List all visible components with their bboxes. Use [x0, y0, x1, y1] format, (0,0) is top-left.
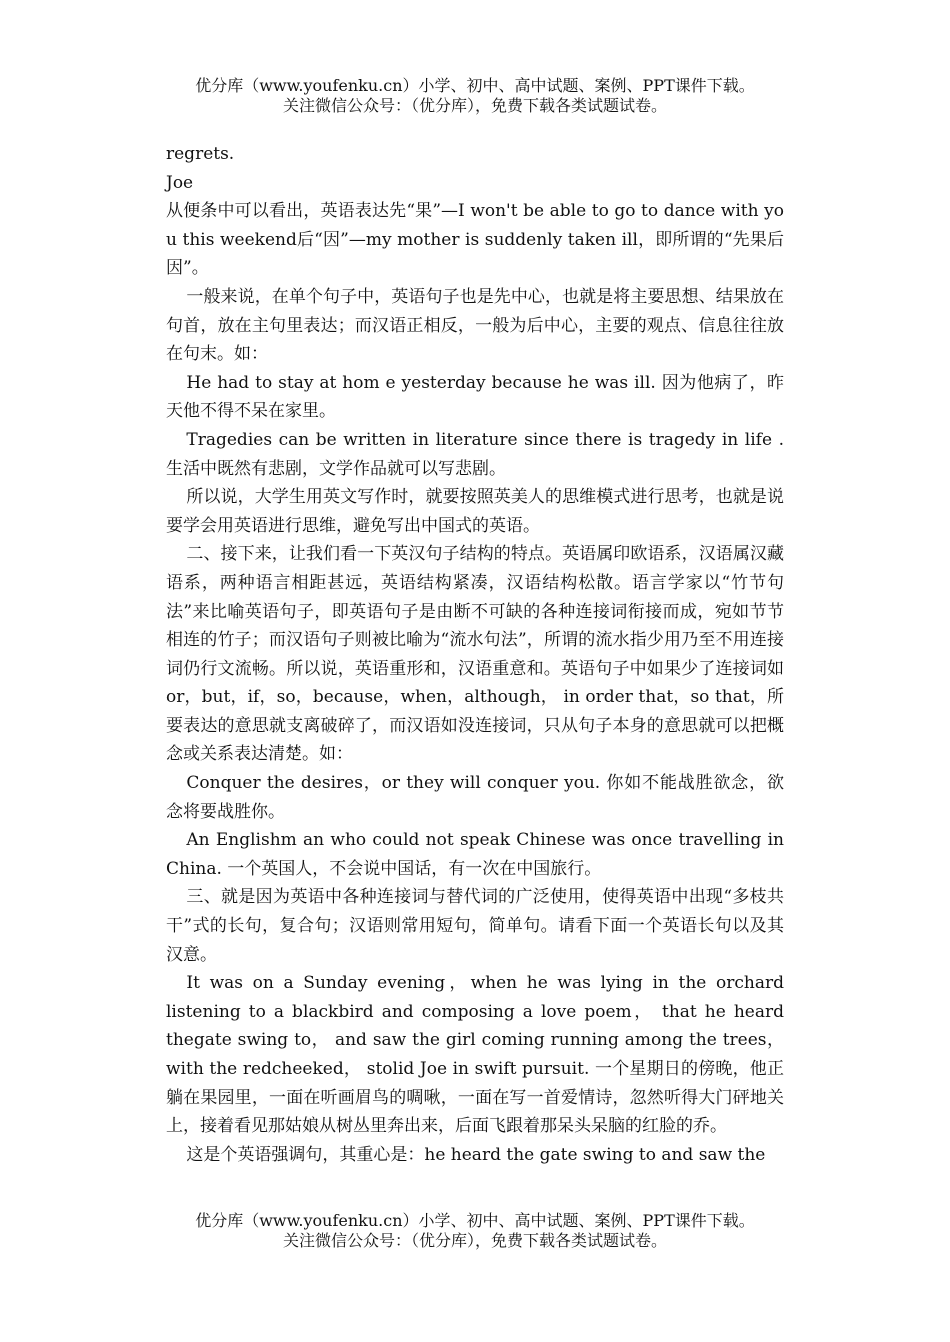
header-line-2: 关注微信公众号：（优分库），免费下载各类试题试卷。 [282, 96, 667, 115]
paragraph-example-tragedy: Tragedies can be written in literature since there is tragedy in life . 生活中既然有悲剧，文学作品就可以写悲剧。 [166, 429, 784, 479]
paragraph-long-sentence: It was on a Sunday evening，when he was lying in the orchard listening to a blackbird and composing a love poem， that he heard thegate swing to， and saw the girl coming running among the trees，with the redcheeked， stolid Joe in swift pursuit. 一个星期日的傍晚，他正躺在果园里，一面在听画眉鸟的啁啾，一面在写一首爱情诗，忽然听得大门砰地关上，接着看见那姑娘从树丛里奔出来，后面飞跟着那呆头呆脑的红脸的乔。 [166, 973, 784, 1137]
paragraph-example-englishman: An Englishm an who could not speak Chinese was once travelling in China. 一个英国人，不会说中国话，有一次在中国旅行。 [166, 830, 784, 879]
footer-line-2: 关注微信公众号：（优分库），免费下载各类试题试卷。 [282, 1231, 667, 1250]
paragraph-signature: Joe [166, 172, 194, 193]
page-footer [0, 1211, 950, 1251]
paragraph-section-two: 二、接下来，让我们看一下英汉句子结构的特点。英语属印欧语系，汉语属汉藏语系，两种语言相距甚远，英语结构紧凑，汉语结构松散。语言学家以“竹节句法”来比喻英语句子，即英语句子是由断不可缺的各种连接词衔接而成，宛如节节相连的竹子；而汉语句子则被比喻为“流水句法”，所谓的流水指少用乃至不用连接词仍行文流畅。所以说，英语重形和，汉语重意和。英语句子中如果少了连接词如or，but，if，so，because，when，although， in order that，so that，所要表达的意思就支离破碎了，而汉语如没连接词，只从句子本身的意思就可以把概念或关系表达清楚。如： [166, 544, 784, 765]
paragraph-sentence-focus: 一般来说，在单个句子中，英语句子也是先中心，也就是将主要思想、结果放在句首，放在主句里表达；而汉语正相反，一般为后中心，主要的观点、信息往往放在句末。如： [166, 286, 784, 365]
paragraph-thinking: 所以说，大学生用英文写作时，就要按照英美人的思维模式进行思考，也就是说要学会用英语进行思维，避免写出中国式的英语。 [166, 487, 784, 536]
header-line-1: 优分库（www.youfenku.cn）小学、初中、高中试题、案例、PPT课件下载。 [195, 76, 755, 95]
footer-line-1: 优分库（www.youfenku.cn）小学、初中、高中试题、案例、PPT课件下载。 [195, 1211, 755, 1230]
paragraph-note-analysis: 从便条中可以看出，英语表达先“果”—I won't be able to go to dance with you this weekend后“因”—my mother is suddenly taken ill，即所谓的“先果后因”。 [166, 201, 784, 279]
page-header [0, 76, 950, 116]
document-body [166, 140, 784, 1169]
paragraph-regrets: regrets. [166, 144, 235, 164]
paragraph-emphasis: 这是个英语强调句，其重心是：he heard the gate swing to and saw the [186, 1144, 766, 1165]
paragraph-example-conquer: Conquer the desires，or they will conquer you. 你如不能战胜欲念，欲念将要战胜你。 [166, 773, 784, 822]
paragraph-section-three: 三、就是因为英语中各种连接词与替代词的广泛使用，使得英语中出现“多枝共干”式的长句，复合句；汉语则常用短句，简单句。请看下面一个英语长句以及其汉意。 [166, 887, 784, 965]
paragraph-example-ill: He had to stay at hom e yesterday because he was ill. 因为他病了，昨天他不得不呆在家里。 [166, 372, 784, 422]
